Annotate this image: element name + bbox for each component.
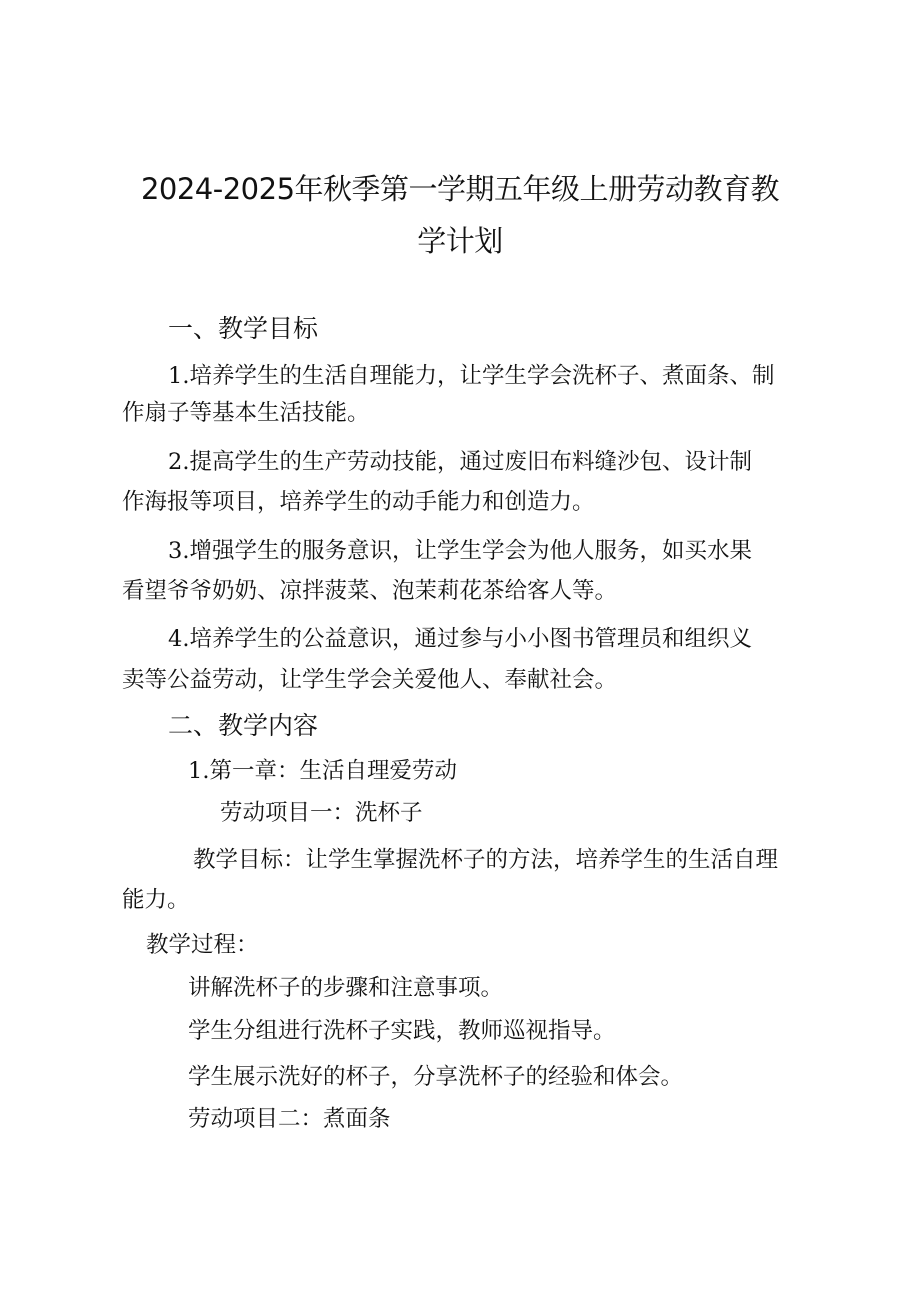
goal-item-4-line-1: 4.培养学生的公益意识，通过参与小小图书管理员和组织义 <box>168 626 752 652</box>
goal-item-1-line-2: 作扇子等基本生活技能。 <box>122 400 370 426</box>
goal-item-4-line-2: 卖等公益劳动，让学生学会关爱他人、奉献社会。 <box>122 667 618 693</box>
goal-item-3-line-2: 看望爷爷奶奶、凉拌菠菜、泡茉莉花茶给客人等。 <box>122 578 618 604</box>
section-heading-teaching-content: 二、教学内容 <box>168 711 319 740</box>
document-title-line-1: 2024-2025年秋季第一学期五年级上册劳动教育教 <box>140 172 780 206</box>
process-step-1: 讲解洗杯子的步骤和注意事项。 <box>188 975 504 1001</box>
goal-item-2-line-2: 作海报等项目，培养学生的动手能力和创造力。 <box>122 489 595 515</box>
project-2-title: 劳动项目二：煮面条 <box>188 1106 391 1132</box>
project-1-goal-line-1: 教学目标：让学生掌握洗杯子的方法，培养学生的生活自理 <box>193 847 779 873</box>
process-step-2: 学生分组进行洗杯子实践，教师巡视指导。 <box>188 1018 616 1044</box>
teaching-process-label: 教学过程： <box>146 932 259 958</box>
section-heading-teaching-goals: 一、教学目标 <box>168 314 319 343</box>
project-1-goal-line-2: 能力。 <box>122 887 190 913</box>
process-step-3: 学生展示洗好的杯子，分享洗杯子的经验和体会。 <box>188 1064 684 1090</box>
chapter-1-title: 1.第一章：生活自理爱劳动 <box>188 758 457 784</box>
goal-item-1-line-1: 1.培养学生的生活自理能力，让学生学会洗杯子、煮面条、制 <box>168 363 775 389</box>
goal-item-3-line-1: 3.增强学生的服务意识，让学生学会为他人服务，如买水果 <box>168 538 752 564</box>
goal-item-2-line-1: 2.提高学生的生产劳动技能，通过废旧布料缝沙包、设计制 <box>168 449 752 475</box>
document-title-line-2: 学计划 <box>417 224 503 258</box>
project-1-title: 劳动项目一：洗杯子 <box>220 800 423 826</box>
